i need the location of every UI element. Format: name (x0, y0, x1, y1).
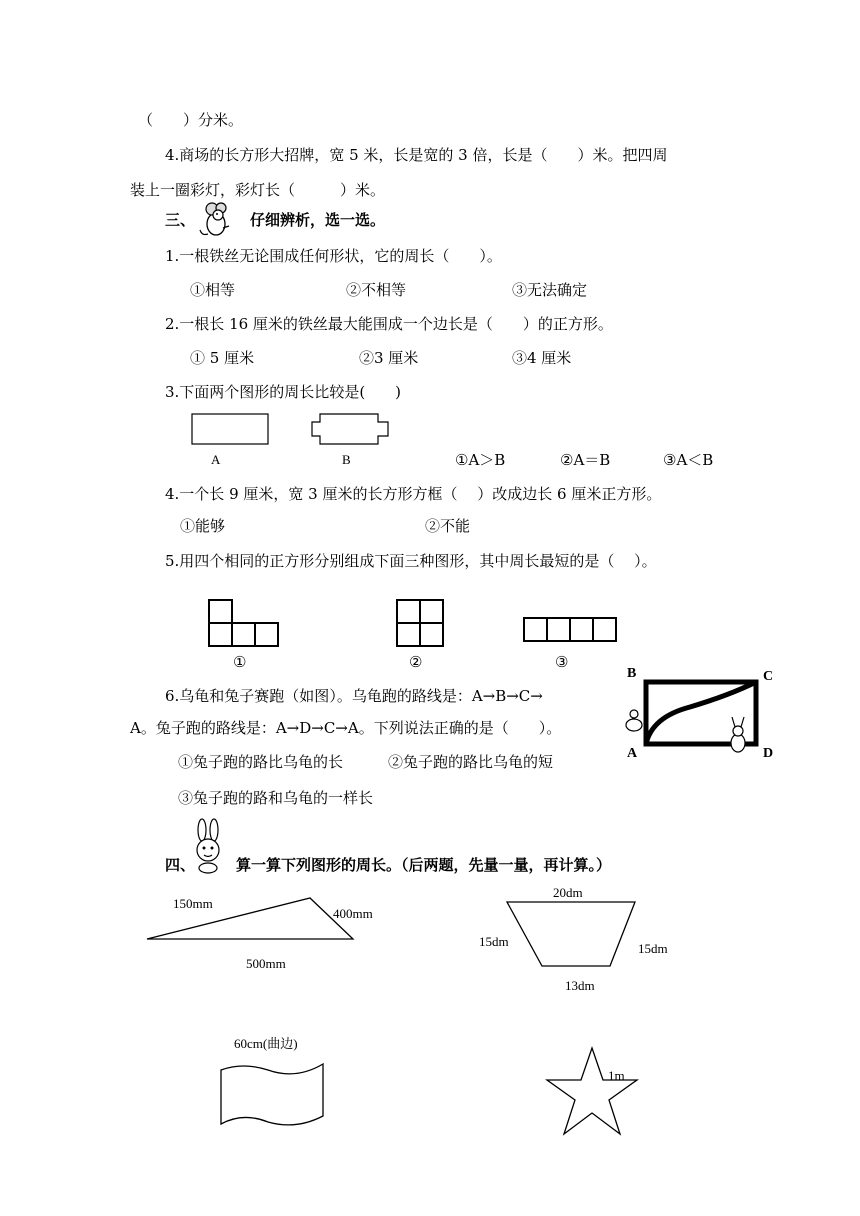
s3-question-5: 5.用四个相同的正方形分别组成下面三种图形，其中周长最短的是（ ）。 (165, 552, 657, 570)
shape-a-rectangle (190, 412, 270, 448)
row-squares (522, 616, 618, 644)
section-4-number: 四、 (165, 856, 196, 874)
star-figure (543, 1046, 641, 1138)
curved-shape-figure (218, 1058, 328, 1128)
corner-d-label: D (763, 746, 774, 761)
section-3-title: 仔细辨析，选一选。 (250, 211, 386, 229)
trapezoid-bottom-label: 13dm (565, 978, 595, 993)
q5-label-1: ① (233, 653, 247, 671)
turtle-icon (626, 710, 642, 731)
s3-q4-option-1: ①能够 (180, 517, 226, 535)
q5-label-3: ③ (555, 653, 569, 671)
s3-q3-option-1: ①A＞B (455, 451, 506, 469)
curved-shape-label: 60cm(曲边) (234, 1036, 298, 1051)
question-4-line2: 装上一圈彩灯，彩灯长（ ）米。 (130, 181, 386, 199)
section-3-number: 三、 (165, 211, 196, 229)
section-4-title: 算一算下列图形的周长。（后两题，先量一量，再计算。） (236, 856, 612, 874)
square-grid-squares (395, 598, 445, 648)
s3-question-1: 1.一根铁丝无论围成任何形状，它的周长（ ）。 (165, 247, 502, 265)
q5-label-2: ② (409, 653, 423, 671)
shape-b-label: B (342, 452, 351, 467)
s3-question-3: 3.下面两个图形的周长比较是( ) (165, 383, 402, 401)
rabbit-runner-icon (731, 717, 745, 752)
s3-question-4: 4.一个长 9 厘米，宽 3 厘米的长方形方框（ ）改成边长 6 厘米正方形。 (165, 485, 662, 503)
s3-q1-option-1: ①相等 (190, 281, 236, 299)
shape-a-label: A (211, 452, 221, 467)
s3-q1-option-3: ③无法确定 (512, 281, 588, 299)
s3-q1-option-2: ②不相等 (346, 281, 407, 299)
s3-q4-option-2: ②不能 (425, 517, 471, 535)
s3-q2-option-2: ②3 厘米 (359, 349, 419, 367)
s3-question-2: 2.一根长 16 厘米的铁丝最大能围成一个边长是（ ）的正方形。 (165, 315, 613, 333)
s3-q2-option-3: ③4 厘米 (512, 349, 572, 367)
s3-q6-option-3: ③兔子跑的路和乌龟的一样长 (178, 789, 374, 807)
s3-q3-option-2: ②A＝B (560, 451, 611, 469)
question-4-line1: 4.商场的长方形大招牌，宽 5 米，长是宽的 3 倍，长是（ ）米。把四周 (165, 146, 668, 164)
s3-question-6-line1: 6.乌龟和兔子赛跑（如图）。乌龟跑的路线是：A→B→C→ (165, 687, 543, 705)
trapezoid-right-label: 15dm (638, 941, 668, 956)
triangle-bottom-side-label: 500mm (246, 956, 286, 971)
race-path-diagram (620, 665, 780, 765)
corner-c-label: C (763, 669, 774, 684)
corner-b-label: B (627, 666, 637, 681)
shape-b-notched-rectangle (310, 412, 390, 448)
corner-a-label: A (627, 746, 638, 761)
rabbit-cartoon-icon (186, 818, 230, 874)
l-shape-squares (207, 598, 281, 648)
s3-q2-option-1: ① 5 厘米 (190, 349, 255, 367)
trapezoid-figure (505, 900, 637, 970)
mouse-cartoon-icon (196, 198, 238, 240)
s3-question-6-line2: A。兔子跑的路线是：A→D→C→A。下列说法正确的是（ ）。 (130, 719, 562, 737)
star-side-label: 1m (608, 1068, 625, 1083)
triangle-left-side-label: 150mm (173, 896, 213, 911)
s3-q6-option-1: ①兔子跑的路比乌龟的长 (178, 753, 344, 771)
trapezoid-top-label: 20dm (553, 885, 583, 900)
triangle-right-side-label: 400mm (333, 906, 373, 921)
intro-line: （ ）分米。 (138, 111, 244, 129)
s3-q6-option-2: ②兔子跑的路比乌龟的短 (388, 753, 554, 771)
s3-q3-option-3: ③A＜B (663, 451, 714, 469)
trapezoid-left-label: 15dm (479, 934, 509, 949)
